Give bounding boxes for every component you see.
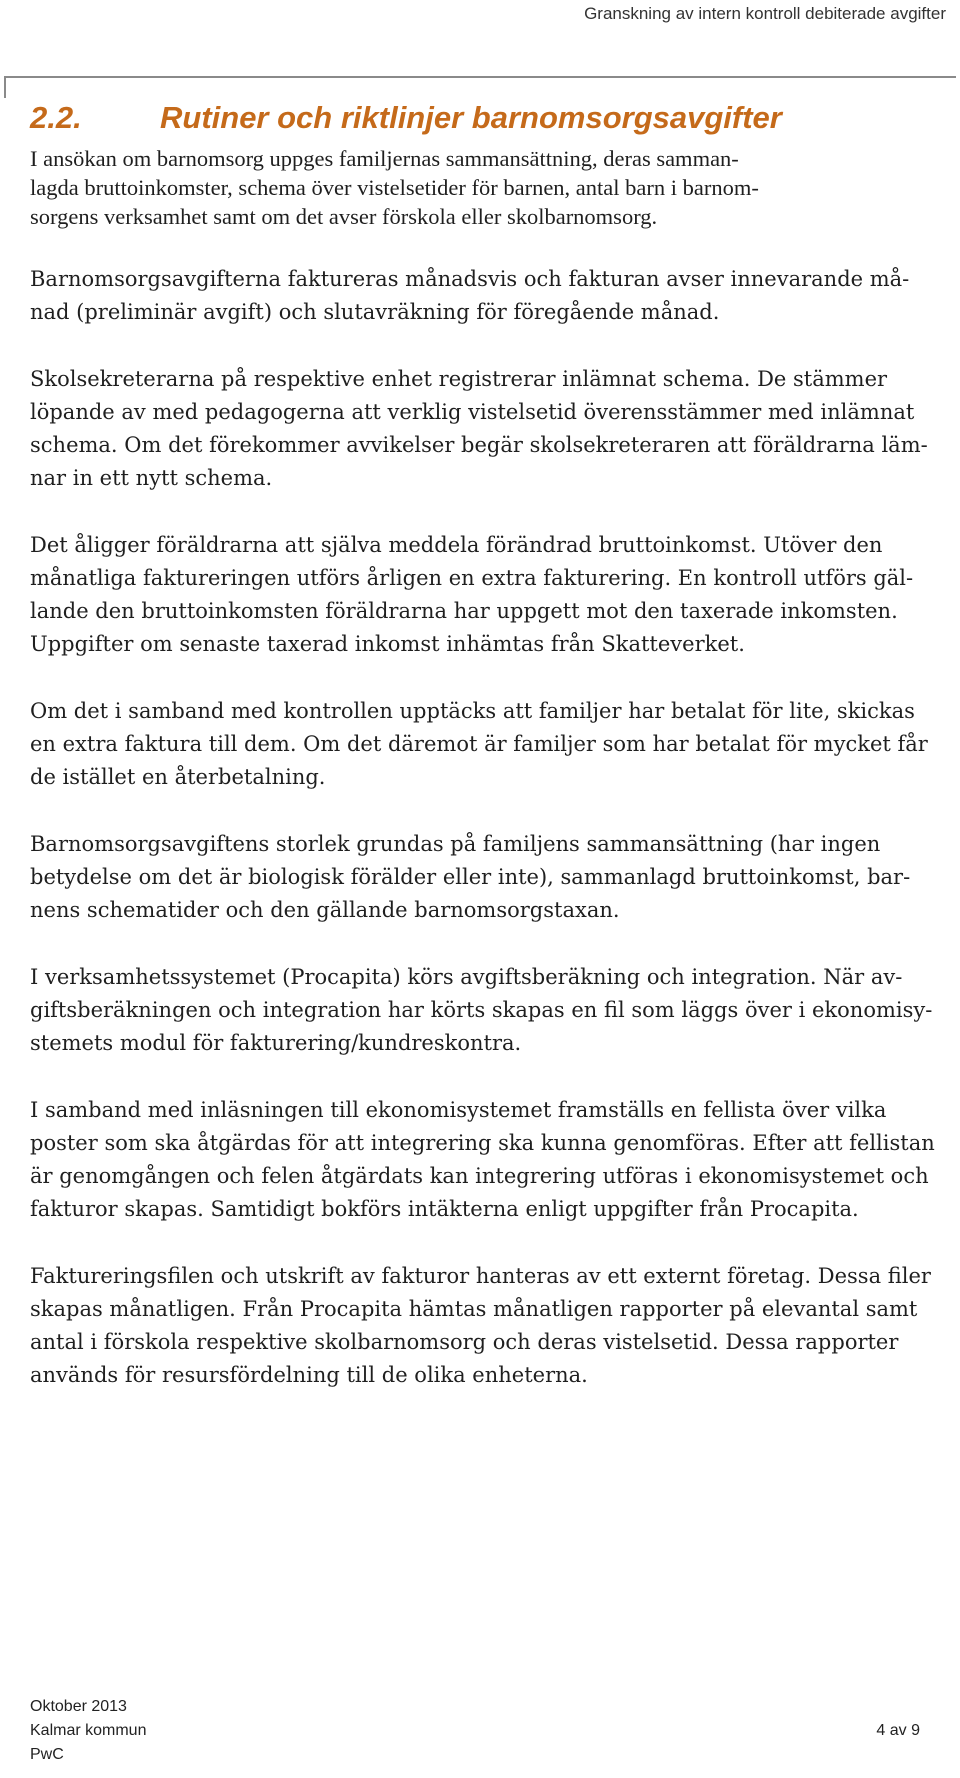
paragraph: Barnomsorgsavgiftens storlek grundas på familjens sammansättning (har ingen betydelse om det är biologisk förälder eller inte), sammanlagd bruttoinkomst, bar- nens schematider och den gällande barnomsorgstaxan. bbox=[30, 832, 911, 922]
paragraph: I samband med inläsningen till ekonomisystemet framställs en fellista över vilka poster som ska åtgärdas för att integrering ska kunna genomföras. Efter att fellistan är genomgången och felen åtgärdats kan integrering utföras i ekonomisystemet och fakturor skapas. Samtidigt bokförs intäkterna enligt uppgifter från Procapita. bbox=[30, 1098, 935, 1221]
footer-organization: Kalmar kommun bbox=[30, 1722, 147, 1739]
paragraph: Det åligger föräldrarna att själva meddela förändrad bruttoinkomst. Utöver den månatliga faktureringen utförs årligen en extra fakturering. En kontroll utförs gäl- lande den bruttoinkomsten föräldrarna har uppgett mot den taxerade inkomsten. Uppgifter om senaste taxerad inkomst inhämtas från Skatteverket. bbox=[30, 533, 914, 656]
footer-company: PwC bbox=[30, 1746, 64, 1763]
page-footer bbox=[30, 1695, 920, 1767]
paragraph: Faktureringsfilen och utskrift av fakturor hanteras av ett externt företag. Dessa filer skapas månatligen. Från Procapita hämtas månatligen rapporter på elevantal samt antal i förskola respektive skolbarnomsorg och deras vistelsetid. Dessa rapporter används för resursfördelning till de olika enheterna. bbox=[30, 1264, 931, 1387]
paragraph: Om det i samband med kontrollen upptäcks att familjer har betalat för lite, skickas en extra faktura till dem. Om det däremot är familjer som har betalat för mycket får de istället en återbetalning. bbox=[30, 699, 928, 789]
paragraph: Barnomsorgsavgifterna faktureras månadsvis och fakturan avser innevarande må- nad (preliminär avgift) och slutavräkning för föregående månad. bbox=[30, 267, 910, 324]
section-title: Rutiner och riktlinjer barnomsorgsavgifter bbox=[160, 100, 782, 135]
page-number: 4 av 9 bbox=[876, 1722, 920, 1739]
paragraph: Skolsekreterarna på respektive enhet registrerar inlämnat schema. De stämmer löpande av med pedagogerna att verklig vistelsetid överensstämmer med inlämnat schema. Om det förekommer avvikelser begär skolsekreteraren att föräldrarna läm- nar in ett nytt schema. bbox=[30, 367, 928, 490]
header-rule bbox=[4, 76, 956, 78]
running-header-title: Granskning av intern kontroll debiterade avgifter bbox=[584, 4, 946, 23]
paragraph: I verksamhetssystemet (Procapita) körs avgiftsberäkning och integration. När av- giftsberäkningen och integration har körts skapas en fil som läggs över i ekonomisy- stemets modul för fakturering/kundreskontra. bbox=[30, 965, 933, 1055]
section-number: 2.2. bbox=[30, 100, 82, 135]
paragraph: I ansökan om barnomsorg uppges familjernas sammansättning, deras samman- lagda bruttoinkomster, schema över vistelsetider för barnen, antal barn i barnom- sorgens verksamhet samt om det avser förskola eller skolbarnomsorg. bbox=[30, 146, 759, 229]
header-rule-corner bbox=[4, 76, 6, 98]
section-heading bbox=[30, 100, 782, 136]
body-text bbox=[30, 144, 942, 1426]
footer-date: Oktober 2013 bbox=[30, 1698, 127, 1715]
